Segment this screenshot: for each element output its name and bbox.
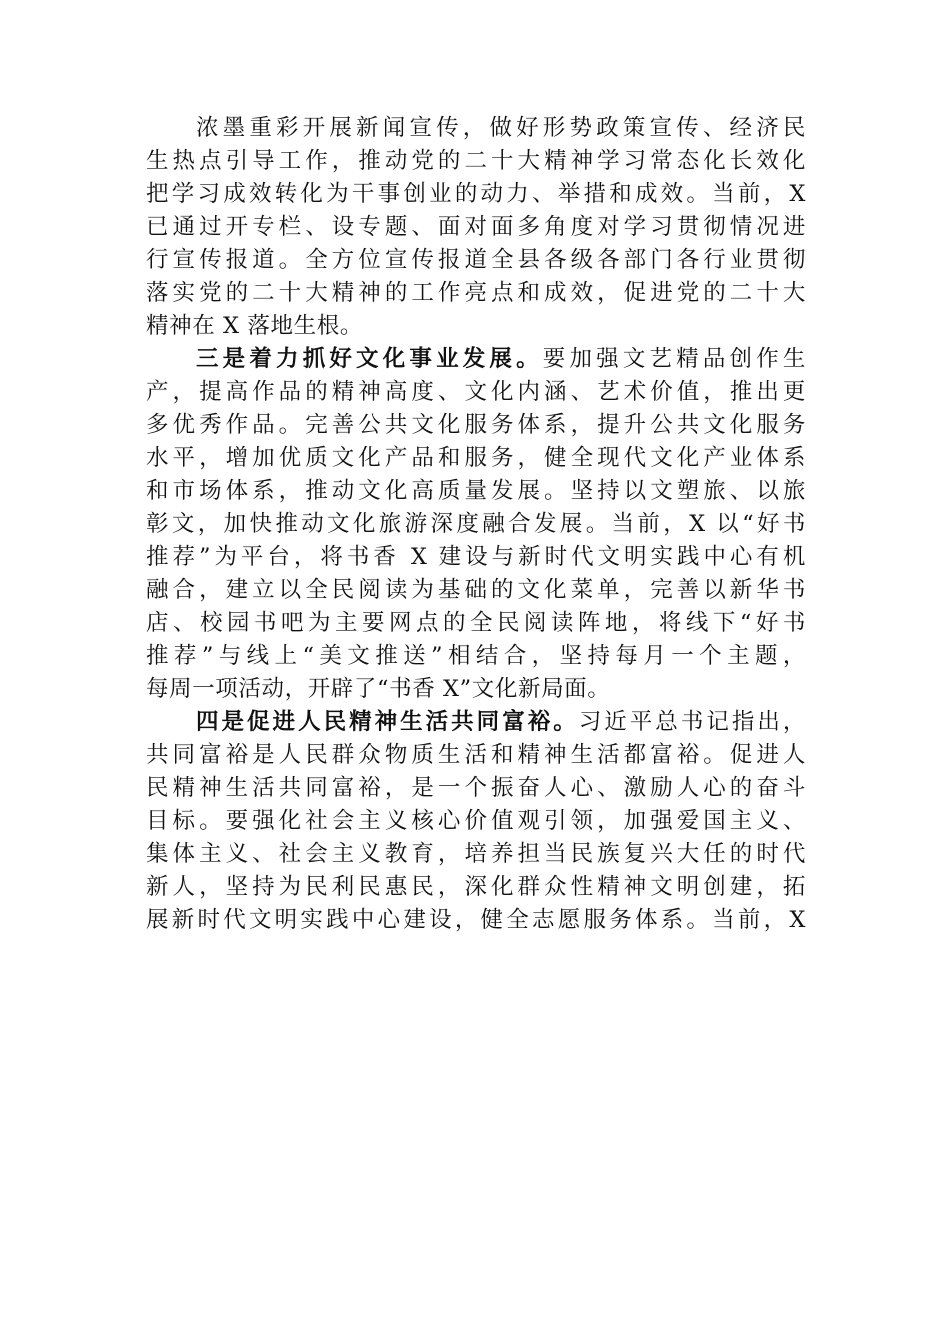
- paragraph-text: 要加强文艺精品创作生: [542, 346, 806, 372]
- paragraph-cultural-development: [146, 343, 806, 706]
- text-line: 民精神生活共同富裕，是一个振奋人心、激励人心的奋斗: [146, 775, 806, 801]
- paragraph-text: 习近平总书记指出，: [578, 709, 806, 735]
- text-line: 浓墨重彩开展新闻宣传，做好形势政策宣传、经济民: [196, 115, 806, 141]
- text-line: 水平，增加优质文化产品和服务，健全现代文化产业体系: [146, 445, 806, 471]
- text-line: [146, 706, 806, 739]
- paragraph-common-prosperity: [146, 706, 806, 937]
- paragraph-heading: 四是促进人民精神生活共同富裕。: [196, 709, 579, 735]
- text-line: 和市场体系，推动文化高质量发展。坚持以文塑旅、以旅: [146, 478, 806, 504]
- text-line: 把学习成效转化为干事创业的动力、举措和成效。当前，X: [146, 181, 806, 207]
- text-line: 店、校园书吧为主要网点的全民阅读阵地，将线下“好书: [146, 610, 806, 636]
- text-line: 落实党的二十大精神的工作亮点和成效，促进党的二十大: [146, 280, 806, 306]
- text-line: 产，提高作品的精神高度、文化内涵、艺术价值，推出更: [146, 379, 806, 405]
- paragraph-news-publicity: [146, 112, 806, 343]
- text-line: 已通过开专栏、设专题、面对面多角度对学习贯彻情况进: [146, 214, 806, 240]
- text-line: 推荐”为平台，将书香 X 建设与新时代文明实践中心有机: [146, 544, 806, 570]
- paragraph-heading: 三是着力抓好文化事业发展。: [196, 346, 543, 372]
- text-line: 展新时代文明实践中心建设，健全志愿服务体系。当前，X: [146, 907, 806, 933]
- text-line: 推荐”与线上“美文推送”相结合，坚持每月一个主题，: [146, 643, 806, 669]
- text-line: 生热点引导工作，推动党的二十大精神学习常态化长效化: [146, 148, 806, 174]
- text-line: 融合，建立以全民阅读为基础的文化菜单，完善以新华书: [146, 577, 806, 603]
- document-body: [146, 112, 806, 937]
- text-line: 目标。要强化社会主义核心价值观引领，加强爱国主义、: [146, 808, 806, 834]
- text-line: 精神在 X 落地生根。: [146, 313, 363, 339]
- text-line: [146, 343, 806, 376]
- text-line: 集体主义、社会主义教育，培养担当民族复兴大任的时代: [146, 841, 806, 867]
- text-line: 每周一项活动，开辟了“书香 X”文化新局面。: [146, 676, 611, 702]
- text-line: 共同富裕是人民群众物质生活和精神生活都富裕。促进人: [146, 742, 806, 768]
- text-line: 彰文，加快推动文化旅游深度融合发展。当前，X 以“好书: [146, 511, 806, 537]
- text-line: 新人，坚持为民利民惠民，深化群众性精神文明创建，拓: [146, 874, 806, 900]
- text-line: 多优秀作品。完善公共文化服务体系，提升公共文化服务: [146, 412, 806, 438]
- text-line: 行宣传报道。全方位宣传报道全县各级各部门各行业贯彻: [146, 247, 806, 273]
